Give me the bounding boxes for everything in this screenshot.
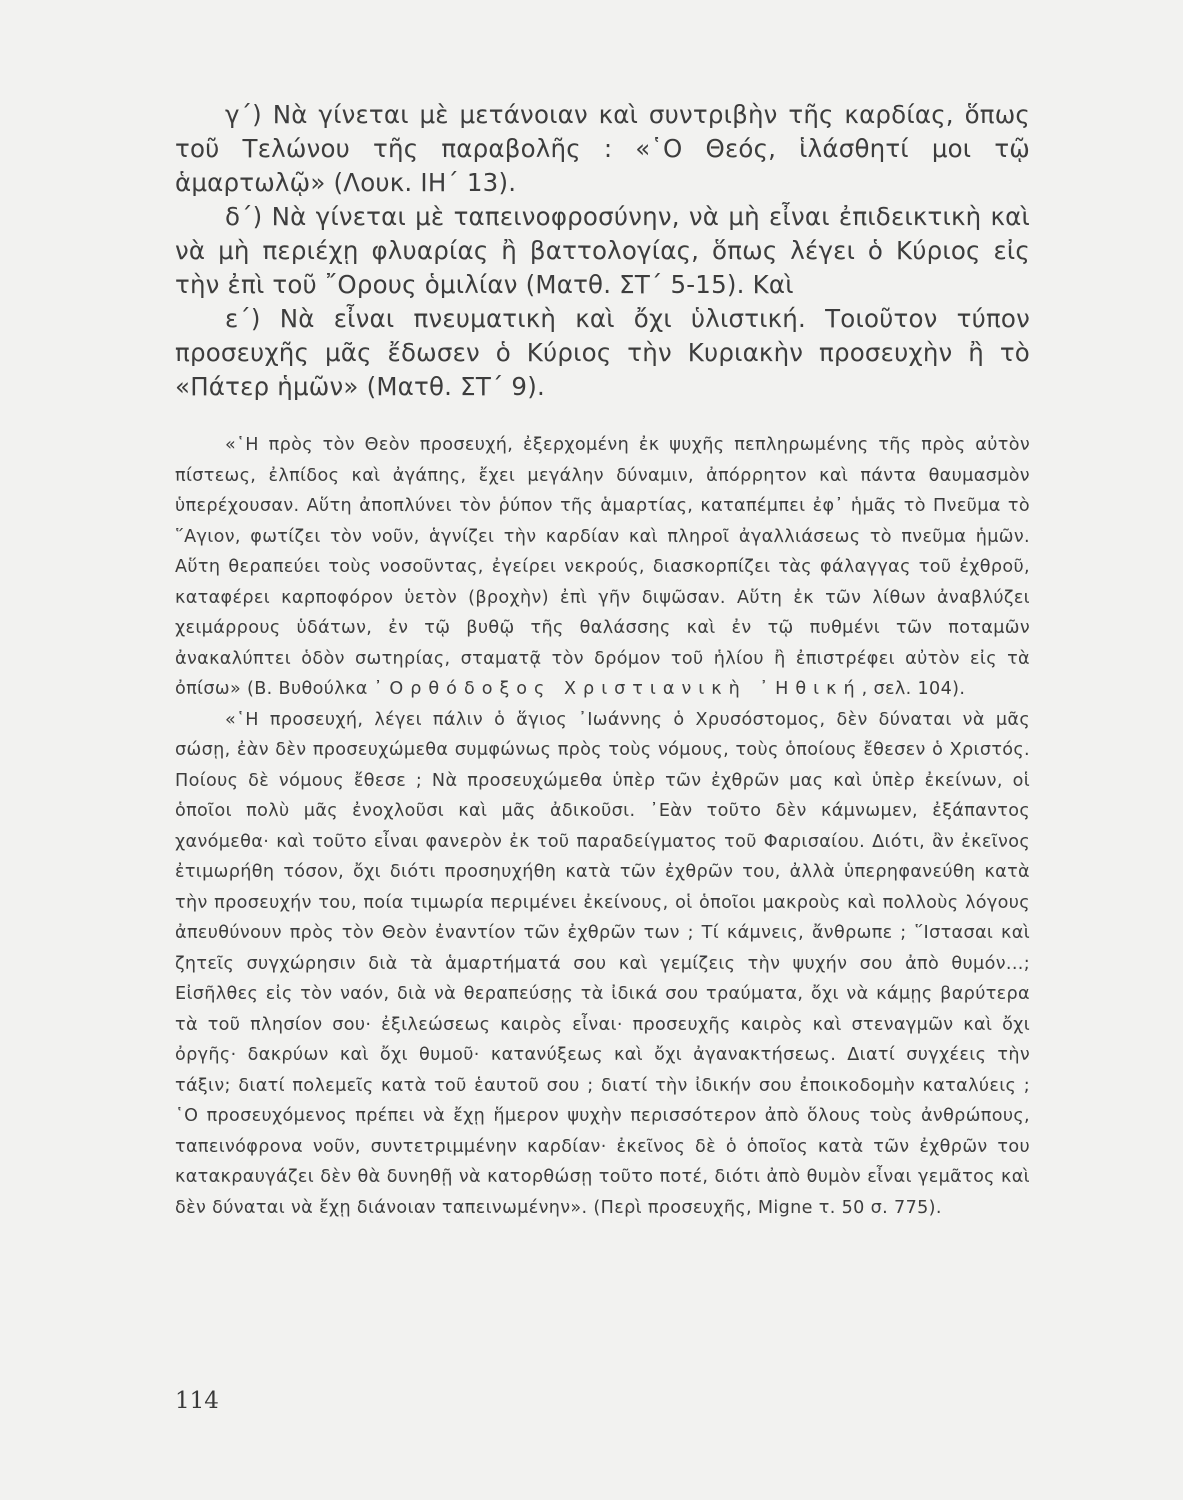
quote-paragraph-2: «῾Η προσευχή, λέγει πάλιν ὁ ἅγιος ᾿Ιωάννης ὁ Χρυσόστομος, δὲν δύναται νὰ μᾶς σώσῃ, ἐὰν δὲν προσευχώμεθα συμφώνως πρὸς τοὺς νόμους, τοὺς ὁποίους ἔθεσεν ὁ Χριστός. Ποίους δὲ νόμους ἔθεσε ; Νὰ προσευχώμεθα ὑπὲρ τῶν ἐχθρῶν μας καὶ ὑπὲρ ἐκείνων, οἱ ὁποῖοι πολὺ μᾶς ἐνοχλοῦσι καὶ μᾶς ἀδικοῦσι. ᾿Εὰν τοῦτο δὲν κάμνωμεν, ἐξάπαντος χανόμεθα· καὶ τοῦτο εἶναι φανερὸν ἐκ τοῦ παραδείγματος τοῦ Φαρισαίου. Διότι, ἂν ἐκεῖνος ἐτιμωρήθη τόσον, ὄχι διότι προσηυχήθη κατὰ τῶν ἐχθρῶν του, ἀλλὰ ὑπερηφανεύθη κατὰ τὴν προσευχήν του, ποία τιμωρία περιμένει ἐκείνους, οἱ ὁποῖοι μακροὺς καὶ πολλοὺς λόγους ἀπευθύνουν πρὸς τὸν Θεὸν ἐναντίον τῶν ἐχθρῶν των ; Τί κάμνεις, ἄνθρωπε ; ῞Ιστασαι καὶ ζητεῖς συγχώρησιν διὰ τὰ ἁμαρτήματά σου καὶ γεμίζεις τὴν ψυχήν σου ἀπὸ θυμόν...; Εἰσῆλθες εἰς τὸν ναόν, διὰ νὰ θεραπεύσῃς τὰ ἰδικά σου τραύματα, ὄχι νὰ κάμῃς βαρύτερα τὰ τοῦ πλησίον σου· ἐξιλεώσεως καιρὸς εἶναι· προσευχῆς καιρὸς καὶ στεναγμῶν καὶ ὄχι ὀργῆς· δακρύων καὶ ὄχι θυμοῦ· κατανύξεως καὶ ὄχι ἀγανακτήσεως. Διατί συγχέεις τὴν τάξιν; διατί πολεμεῖς κατὰ τοῦ ἑαυτοῦ σου ; διατί τὴν ἰδικήν σου ἐποικοδομὴν καταλύεις ; ῾Ο προσευχόμενος πρέπει νὰ ἔχῃ ἥμερον ψυχὴν περισσότερον ἀπὸ ὅλους τοὺς ἀνθρώπους, ταπεινόφρονα νοῦν, συντετριμμένην καρδίαν· ἐκεῖνος δὲ ὁ ὁποῖος κατὰ τῶν ἐχθρῶν του κατακραυγάζει δὲν θὰ δυνηθῇ νὰ κατορθώσῃ τοῦτο ποτέ, διότι ἀπὸ θυμὸν εἶναι γεμᾶτος καὶ δὲν δύναται νὰ ἔχῃ διάνοιαν ταπεινωμένην». (Περὶ προσευχῆς, Migne τ. 50 σ. 775). [175, 709, 1030, 1218]
page-number: 114 [175, 1388, 219, 1414]
quote-1-source-end: , σελ. 104). [861, 679, 966, 699]
paragraph-item-c: γ΄) Νὰ γίνεται μὲ μετάνοιαν καὶ συντριβὴν τῆς καρδίας, ὅπως τοῦ Τελώνου τῆς παραβολῆς : «῾Ο Θεός, ἱλάσθητί μοι τῷ ἁμαρτωλῷ» (Λουκ. ΙΗ΄ 13). [175, 100, 1030, 197]
quotation-block [175, 430, 1030, 1223]
main-text-block [175, 98, 1030, 404]
paragraph-item-d: δ΄) Νὰ γίνεται μὲ ταπεινοφροσύνην, νὰ μὴ εἶναι ἐπιδεικτικὴ καὶ νὰ μὴ περιέχῃ φλυαρίας ἢ βαττολογίας, ὅπως λέγει ὁ Κύριος εἰς τὴν ἐπὶ τοῦ ῎Ορους ὁμιλίαν (Ματθ. ΣΤ΄ 5-15). Καὶ [175, 202, 1030, 299]
quote-1-source-title: ᾿Ορθόδοξος Χριστιανικὴ ᾿Ηθική [373, 679, 862, 699]
quote-paragraph-1 [175, 430, 1030, 705]
quote-1-text: «῾Η πρὸς τὸν Θεὸν προσευχή, ἐξερχομένη ἐκ ψυχῆς πεπληρωμένης τῆς πρὸς αὐτὸν πίστεως, ἐλπίδος καὶ ἀγάπης, ἔχει μεγάλην δύναμιν, ἀπόρρητον καὶ πάντα θαυμασμὸν ὑπερέχουσαν. Αὕτη ἀποπλύνει τὸν ῥύπον τῆς ἁμαρτίας, καταπέμπει ἐφ᾽ ἡμᾶς τὸ Πνεῦμα τὸ ῞Αγιον, φωτίζει τὸν νοῦν, ἁγνίζει τὴν καρδίαν καὶ πληροῖ ἀγαλλιάσεως τὸ πνεῦμα ἡμῶν. Αὕτη θεραπεύει τοὺς νοσοῦντας, ἐγείρει νεκρούς, διασκορπίζει τὰς φάλαγγας τοῦ ἐχθροῦ, καταφέρει καρποφόρον ὑετὸν (βροχὴν) ἐπὶ γῆν διψῶσαν. Αὕτη ἐκ τῶν λίθων ἀναβλύζει χειμάρρους ὑδάτων, ἐν τῷ βυθῷ τῆς θαλάσσης καὶ ἐν τῷ πυθμένι τῶν ποταμῶν ἀνακαλύπτει ὁδὸν σωτηρίας, σταματᾷ τὸν δρόμον τοῦ ἡλίου ἢ ἐπιστρέφει αὐτὸν εἰς τὰ ὀπίσω» (Β. Βυθούλκα [175, 435, 1030, 699]
paragraph-item-e: ε΄) Νὰ εἶναι πνευματικὴ καὶ ὄχι ὑλιστική. Τοιοῦτον τύπον προσευχῆς μᾶς ἔδωσεν ὁ Κύριος τὴν Κυριακὴν προσευχὴν ἢ τὸ «Πάτερ ἡμῶν» (Ματθ. ΣΤ΄ 9). [175, 304, 1030, 401]
